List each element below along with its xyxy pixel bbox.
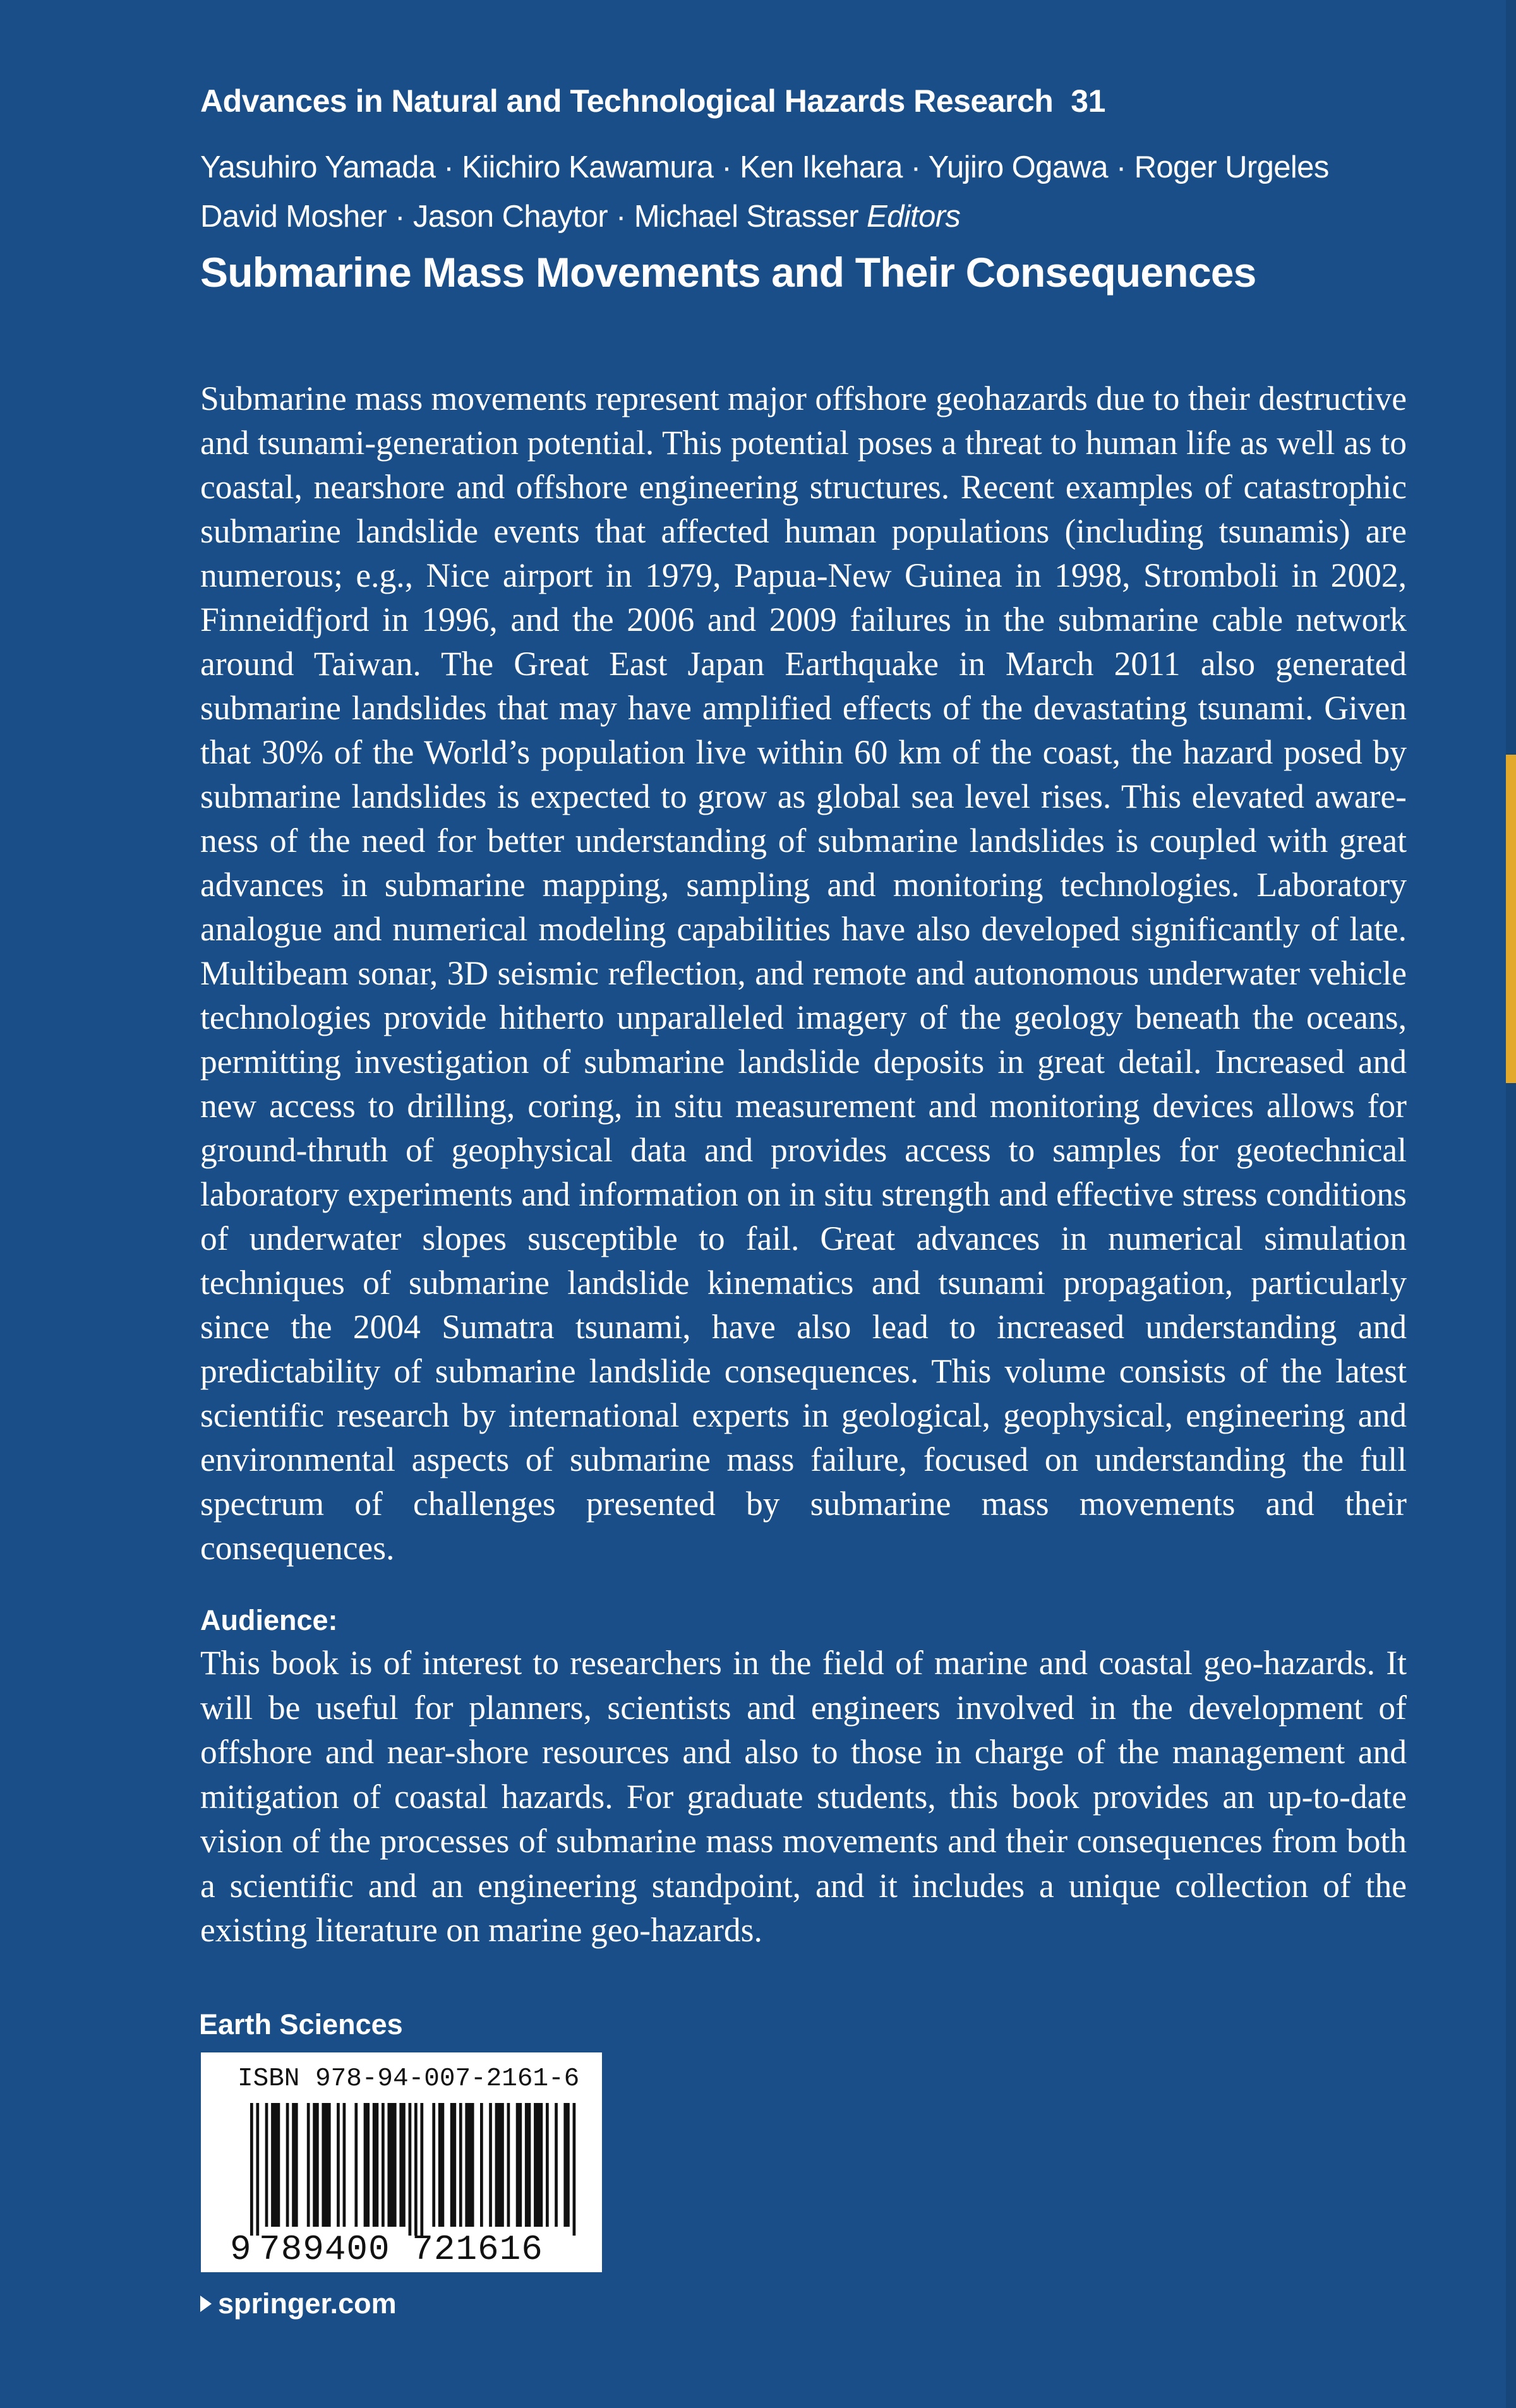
barcode-bar [489, 2103, 492, 2227]
barcode-bar [337, 2103, 340, 2227]
audience-text: This book is of interest to researchers in the field of marine and coastal geo-hazards. It will be useful for planners, scientists and engineers involved in the development of offshore and near-shore resources and also to those in charge of the management and mitigation of coastal hazards. For graduate students, this book provides an up-to-date vision of the processes of submarine mass movements and their consequences from both a scientific and an engineering standpoint, and it includes a unique collection of the existing literature on marine geo-hazards. [200, 1644, 1407, 1949]
barcode-bar [286, 2103, 289, 2227]
spine-edge [1506, 0, 1516, 2408]
barcode-bar [271, 2103, 280, 2227]
publisher-website[interactable] [200, 2285, 1407, 2323]
barcode-bar [450, 2103, 456, 2227]
series-line [200, 76, 1407, 126]
barcode-bar [438, 2103, 444, 2227]
barcode-bar [465, 2103, 474, 2227]
barcode-bar [256, 2103, 259, 2236]
editors-names-2: David Mosher · Jason Chaytor · Michael Strasser [200, 200, 859, 234]
barcode-bar [525, 2103, 531, 2227]
editors-block [200, 143, 1407, 241]
barcode-bar [250, 2103, 253, 2236]
book-title: Submarine Mass Movements and Their Consequences [200, 249, 1256, 296]
isbn-label: ISBN 978-94-007-2161-6 [238, 2064, 580, 2094]
barcode-bar [420, 2103, 423, 2236]
barcode-bar [343, 2103, 346, 2227]
arrow-right-icon [200, 2296, 212, 2312]
barcode-bar [373, 2103, 378, 2227]
isbn-barcode-box [201, 2052, 602, 2272]
barcode-bar [573, 2103, 576, 2236]
ean-digits: 789400 721616 [259, 2229, 543, 2270]
barcode-bar [387, 2103, 396, 2227]
audience-heading: Audience: [200, 1604, 338, 1636]
barcode-bar [322, 2103, 330, 2227]
series-number: 31 [1071, 83, 1105, 119]
series-name: Advances in Natural and Technological Hazards Research [200, 83, 1054, 119]
barcode-bar [409, 2103, 412, 2236]
editors-line-1: Yasuhiro Yamada · Kiichiro Kawamura · Ken Ikehara · Yujiro Ogawa · Roger Urgeles [200, 150, 1329, 184]
back-cover-content [200, 76, 1407, 2323]
barcode-bar [546, 2103, 549, 2227]
website-label: springer.com [218, 2287, 397, 2320]
barcode-bar [555, 2103, 558, 2227]
spine-accent-stripe [1506, 755, 1516, 1083]
barcode-bar [307, 2103, 310, 2227]
book-description: Submarine mass movements represent major offshore geohazards due to their destructive and tsunami-generation potential. This potential poses a threat to human life as well as to coastal, nearshore and offshore engineering structures. Recent examples of catastrophic submarine landslide events that affected human populations (including tsunamis) are numerous; e.g., Nice airport in 1979, Papua-New Guinea in 1998, Stromboli in 2002, Finneidfjord in 1996, and the 2006 and 2009 failures in the submarine cable network around Taiwan. The Great East Japan Earthquake in March 2011 also generated submarine landslides that may have amplified effects of the devastating tsunami. Given that 30% of the World’s population live within 60 km of the coast, the hazard posed by submarine landslides is expected to grow as global sea level rises. This elevated awareness of the need for better understanding of submarine landslides is coupled with great advances in submarine mapping, sampling and monitoring technologies. Laboratory analogue and numerical modeling capabilities have also developed significantly of late. Multibeam sonar, 3D seismic reflection, and remote and autonomous underwater vehicle technologies provide hitherto unparalleled imagery of the geology beneath the oceans, permitting investigation of submarine landslide deposits in great detail. Increased and new access to drilling, coring, in situ measurement and monitoring devices allows for ground-thruth of geophysical data and provides access to samples for geotechnical laboratory experiments and information on in situ strength and effective stress conditions of underwater slopes susceptible to fail. Great advances in numerical simulation techniques of submarine landslide kinematics and tsunami propagation, particularly since the 2004 Sumatra tsunami, have also lead to increased understanding and predictability of submarine landslide consequences. This volume consists of the latest scientific research by international experts in geological, geophysical, engineering and environmental aspects of submarine mass failure, focused on understanding the full spectrum of challenges presented by submarine mass movements and their consequences. [200, 380, 1407, 1567]
barcode-bars [250, 2103, 579, 2236]
editors-line-2 [200, 192, 1407, 241]
barcode-bar [480, 2103, 483, 2227]
barcode-bar [563, 2103, 569, 2227]
barcode-bar [516, 2103, 522, 2227]
subject-category: Earth Sciences [199, 2008, 403, 2040]
barcode-bar [432, 2103, 435, 2227]
barcode-bar [382, 2103, 385, 2227]
barcode-bar [399, 2103, 405, 2227]
barcode-bar [292, 2103, 298, 2227]
barcode-bar [313, 2103, 318, 2227]
barcode-bar [354, 2103, 358, 2227]
barcode-bar [414, 2103, 418, 2236]
barcode-bar [459, 2103, 462, 2227]
ean-first-digit: 9 [230, 2229, 251, 2270]
barcode-bar [534, 2103, 543, 2227]
barcode-bar [265, 2103, 268, 2227]
barcode-bar [364, 2103, 370, 2227]
barcode-bar [495, 2103, 504, 2227]
editors-role: Editors [867, 200, 961, 234]
barcode-bar [507, 2103, 510, 2227]
